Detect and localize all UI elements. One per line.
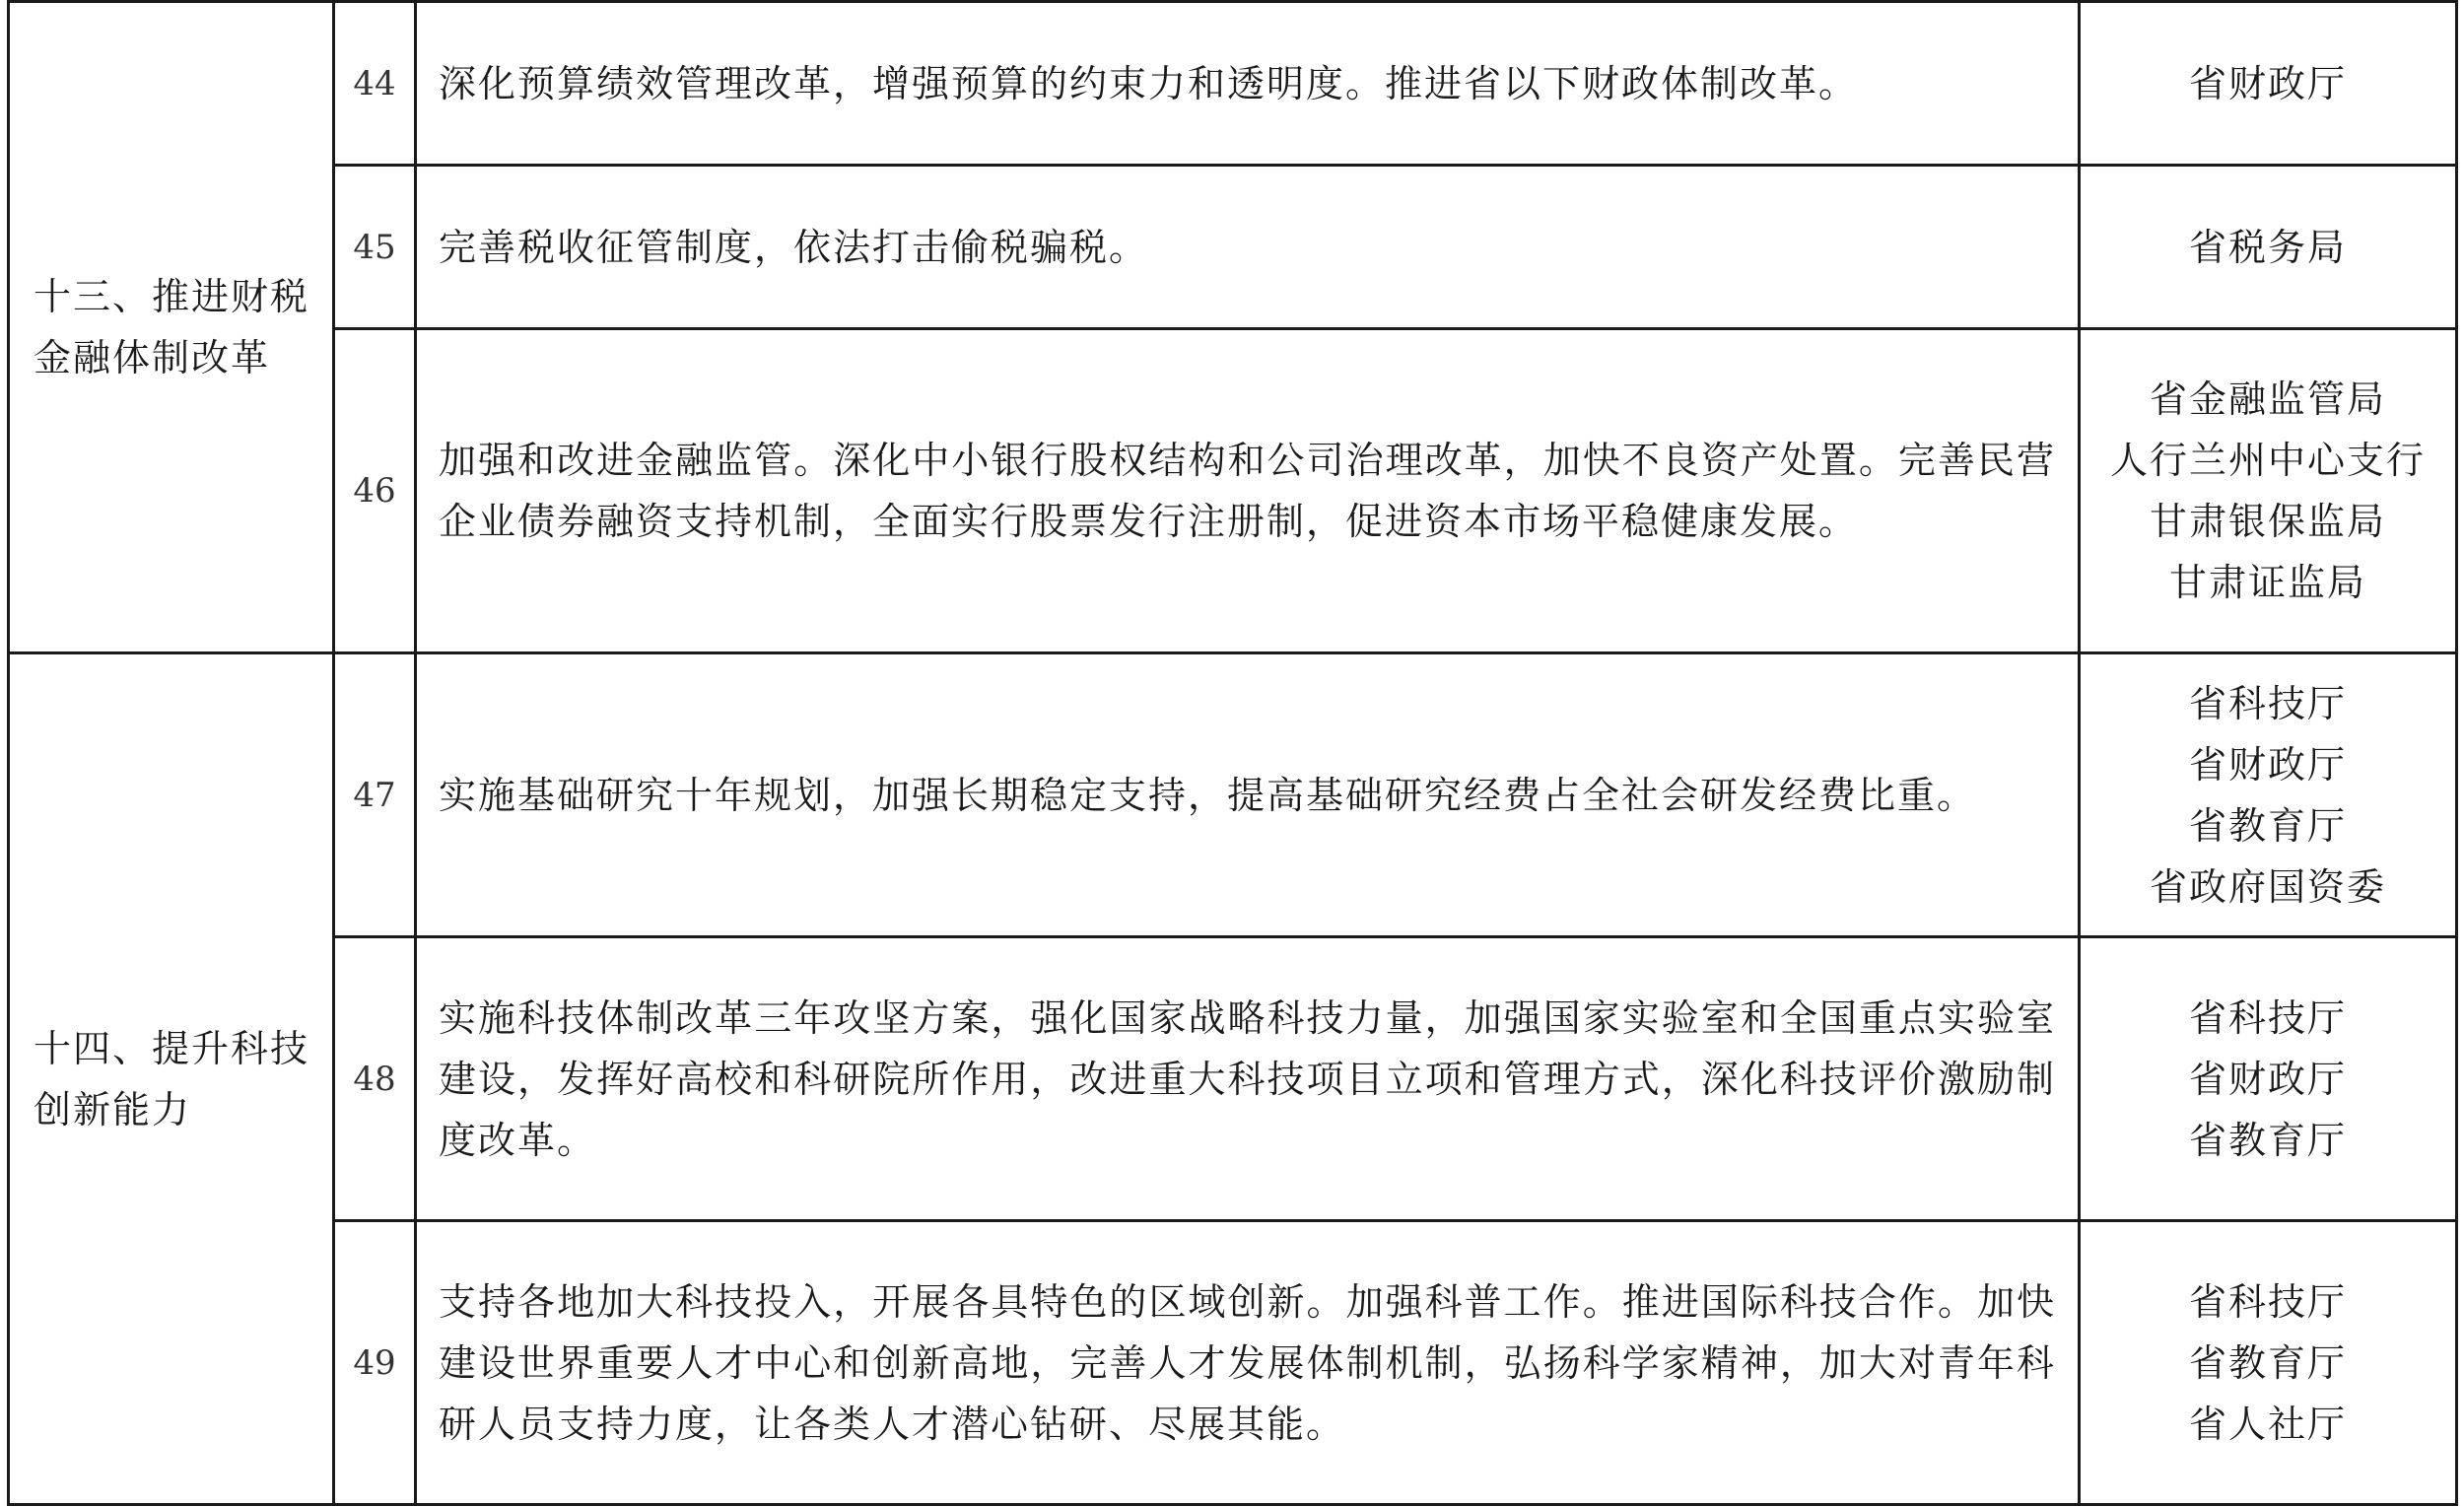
- item-content: 加强和改进金融监管。深化中小银行股权结构和公司治理改革，加快不良资产处置。完善民营企业债券融资支持机制，全面实行股票发行注册制，促进资本市场平稳健康发展。: [416, 329, 2080, 653]
- table-row: [9, 166, 2457, 329]
- table-row: [9, 1221, 2457, 1505]
- category-cell: [9, 653, 334, 1505]
- category-cell: [9, 2, 334, 653]
- department-name: 省财政厅: [2188, 1057, 2347, 1101]
- department-cell: [2080, 166, 2457, 329]
- department-name: 省教育厅: [2188, 1118, 2347, 1162]
- department-name: 甘肃银保监局: [2149, 500, 2386, 543]
- department-cell: [2080, 937, 2457, 1221]
- department-name: 省金融监管局: [2149, 377, 2386, 421]
- item-number: 48: [334, 937, 416, 1221]
- department-name: 省科技厅: [2188, 1279, 2347, 1324]
- department-name: 省教育厅: [2188, 803, 2347, 848]
- category-label: 十四、提升科技创新能力: [34, 1026, 310, 1131]
- table-row: [9, 329, 2457, 653]
- item-content: 支持各地加大科技投入，开展各具特色的区域创新。加强科普工作。推进国际科技合作。加快建设世界重要人才中心和创新高地，完善人才发展体制机制，弘扬科学家精神，加大对青年科研人员支持力度，让各类人才潜心钻研、尽展其能。: [416, 1221, 2080, 1505]
- department-name: 省财政厅: [2188, 61, 2347, 105]
- item-content: 深化预算绩效管理改革，增强预算的约束力和透明度。推进省以下财政体制改革。: [416, 2, 2080, 166]
- department-cell: [2080, 653, 2457, 937]
- department-name: 甘肃证监局: [2168, 561, 2366, 604]
- item-content: 实施基础研究十年规划，加强长期稳定支持，提高基础研究经费占全社会研发经费比重。: [416, 653, 2080, 937]
- department-name: 省科技厅: [2188, 995, 2347, 1040]
- item-number: 47: [334, 653, 416, 937]
- category-label: 十三、推进财税金融体制改革: [34, 275, 310, 379]
- item-content: 完善税收征管制度，依法打击偷税骗税。: [416, 166, 2080, 329]
- department-name: 省政府国资委: [2149, 864, 2386, 909]
- item-number: 45: [334, 166, 416, 329]
- department-cell: [2080, 329, 2457, 653]
- item-number: 46: [334, 329, 416, 653]
- table-row: [9, 653, 2457, 937]
- item-number: 44: [334, 2, 416, 166]
- department-name: 省财政厅: [2188, 742, 2347, 787]
- table-row: [9, 937, 2457, 1221]
- department-cell: [2080, 1221, 2457, 1505]
- department-name: 省人社厅: [2188, 1402, 2347, 1446]
- department-name: 省税务局: [2188, 225, 2347, 269]
- department-name: 省教育厅: [2188, 1340, 2347, 1385]
- table-row: [9, 2, 2457, 166]
- department-name: 省科技厅: [2188, 681, 2347, 725]
- policy-table: [7, 0, 2458, 1506]
- department-cell: [2080, 2, 2457, 166]
- item-number: 49: [334, 1221, 416, 1505]
- department-name: 人行兰州中心支行: [2109, 439, 2426, 482]
- item-content: 实施科技体制改革三年攻坚方案，强化国家战略科技力量，加强国家实验室和全国重点实验室建设，发挥好高校和科研院所作用，改进重大科技项目立项和管理方式，深化科技评价激励制度改革。: [416, 937, 2080, 1221]
